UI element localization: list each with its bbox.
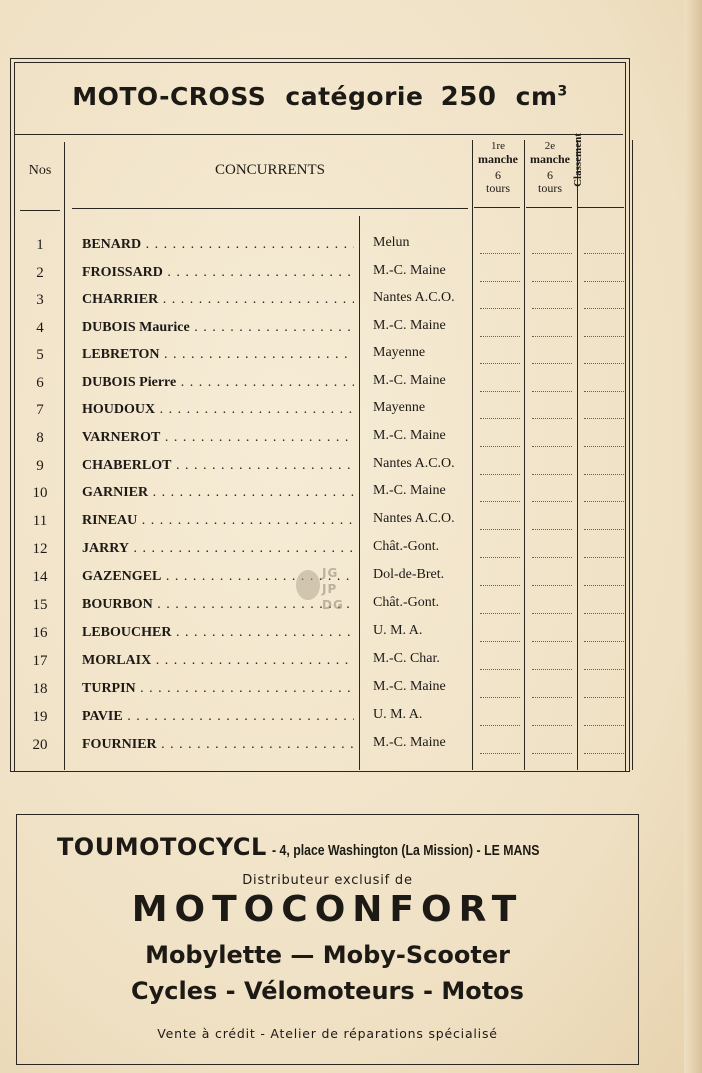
header-concurrents: CONCURRENTS: [214, 162, 326, 178]
ad-products-2: Cycles - Vélomoteurs - Motos: [131, 977, 524, 1005]
manche2-cell: [532, 446, 572, 447]
row-num: 11: [32, 513, 48, 529]
row-name: PAVIE . . .: [82, 709, 354, 725]
stamp-line3: DG: [322, 598, 344, 612]
title-part4: [516, 82, 568, 111]
row-name: BENARD . . .: [82, 237, 354, 253]
title-part2: catégorie: [285, 82, 424, 111]
row-club: M.-C. Maine: [373, 428, 446, 443]
table-row: [0, 316, 640, 342]
stamp-line1: JG: [322, 566, 339, 580]
classement-cell: [584, 753, 624, 754]
row-num: 1: [36, 237, 44, 253]
advertisement-box: [16, 814, 639, 1065]
stamp-face-icon: [296, 570, 320, 600]
manche2-cell: [532, 585, 572, 586]
classement-cell: [584, 336, 624, 337]
classement-cell: [584, 613, 624, 614]
manche2-cell: [532, 669, 572, 670]
manche2-cell: [532, 253, 572, 254]
row-club: U. M. A.: [373, 707, 423, 722]
table-row: [0, 733, 640, 759]
ad-address: - 4, place Washington (La Mission) - LE MANS: [271, 842, 540, 859]
manche1-cell: [480, 753, 520, 754]
row-num: 17: [32, 653, 48, 669]
manche2-cell: [532, 363, 572, 364]
row-num: 15: [32, 597, 48, 613]
manche2-cell: [532, 725, 572, 726]
manche1-cell: [480, 557, 520, 558]
row-num: 9: [36, 458, 44, 474]
table-row: [0, 288, 640, 314]
manche1-cell: [480, 501, 520, 502]
manche1-cell: [480, 308, 520, 309]
header-manche1: [474, 140, 522, 195]
row-num: 2: [36, 265, 44, 281]
classement-cell: [584, 253, 624, 254]
manche2-underline: [526, 207, 572, 208]
row-name: TURPIN . . .: [82, 681, 354, 697]
classement-cell: [584, 725, 624, 726]
row-num: 12: [32, 541, 48, 557]
row-num: 10: [32, 485, 48, 501]
ad-distributor: Distributeur exclusif de: [242, 873, 413, 888]
row-num: 19: [32, 709, 48, 725]
row-club: M.-C. Char.: [373, 651, 440, 666]
nos-underline: [20, 210, 60, 211]
manche2-cell: [532, 697, 572, 698]
classement-cell: [584, 529, 624, 530]
manche1-cell: [480, 474, 520, 475]
manche1-label: manche: [478, 152, 518, 166]
row-name: VARNEROT . . .: [82, 430, 354, 446]
header-top-rule: [15, 134, 623, 135]
classement-cell: [584, 501, 624, 502]
table-row: [0, 371, 640, 397]
table-row: [0, 677, 640, 703]
row-club: M.-C. Maine: [373, 735, 446, 750]
row-name: JARRY . . .: [82, 541, 354, 557]
row-club: Nantes A.C.O.: [373, 456, 455, 471]
manche2-unit: tours: [538, 181, 562, 195]
manche1-cell: [480, 529, 520, 530]
manche1-cell: [480, 725, 520, 726]
row-club: Dol-de-Bret.: [373, 567, 445, 582]
manche1-unit: tours: [486, 181, 510, 195]
ad-main-brand: MOTOCONFORT: [131, 889, 524, 930]
table-row: [0, 509, 640, 535]
row-name: DUBOIS Maurice . . .: [82, 320, 354, 336]
row-name: DUBOIS Pierre . . .: [82, 375, 354, 391]
manche1-cell: [480, 418, 520, 419]
row-name: FOURNIER . . .: [82, 737, 354, 753]
page-edge: [684, 0, 702, 1073]
header-manche2: [526, 140, 574, 195]
manche1-cell: [480, 669, 520, 670]
row-name: LEBRETON . . .: [82, 347, 354, 363]
row-num: 3: [36, 292, 44, 308]
manche2-cell: [532, 753, 572, 754]
classement-cell: [584, 446, 624, 447]
table-row: [0, 454, 640, 480]
row-num: 4: [36, 320, 44, 336]
classement-cell: [584, 585, 624, 586]
page-title: [0, 82, 640, 112]
row-name: GAZENGEL . . .: [82, 569, 354, 585]
table-row: [0, 398, 640, 424]
manche1-count: 6: [495, 168, 501, 182]
row-name: GARNIER . . .: [82, 485, 354, 501]
table-row: [0, 537, 640, 563]
manche2-cell: [532, 641, 572, 642]
title-part3: 250: [440, 82, 497, 112]
classement-cell: [584, 557, 624, 558]
classement-cell: [584, 474, 624, 475]
row-club: M.-C. Maine: [373, 483, 446, 498]
table-row: [0, 426, 640, 452]
manche1-underline: [474, 207, 520, 208]
row-club: Chât.-Gont.: [373, 595, 440, 610]
classement-cell: [584, 641, 624, 642]
header-nos: Nos: [28, 163, 52, 178]
manche1-cell: [480, 281, 520, 282]
ad-brand: TOUMOTOCYCL: [56, 833, 267, 861]
ad-footer: Vente à crédit - Atelier de réparations spécialisé: [157, 1026, 498, 1041]
manche2-cell: [532, 391, 572, 392]
row-num: 18: [32, 681, 48, 697]
manche1-cell: [480, 446, 520, 447]
row-name: RINEAU . . .: [82, 513, 354, 529]
manche2-cell: [532, 557, 572, 558]
collector-stamp: [296, 566, 360, 620]
table-row: [0, 233, 640, 259]
manche1-cell: [480, 613, 520, 614]
row-club: Mayenne: [373, 345, 426, 360]
row-club: Nantes A.C.O.: [373, 290, 455, 305]
row-club: M.-C. Maine: [373, 679, 446, 694]
manche2-cell: [532, 474, 572, 475]
classement-cell: [584, 697, 624, 698]
row-num: 14: [32, 569, 48, 585]
row-name: BOURBON . . .: [82, 597, 354, 613]
row-club: M.-C. Maine: [373, 318, 446, 333]
manche1-num: 1re: [490, 140, 506, 152]
row-num: 16: [32, 625, 48, 641]
classement-cell: [584, 308, 624, 309]
classement-cell: [584, 281, 624, 282]
manche2-cell: [532, 418, 572, 419]
manche1-cell: [480, 363, 520, 364]
title-unit-exponent: 3: [557, 83, 568, 100]
row-name: CHARRIER . . .: [82, 292, 354, 308]
table-row: [0, 621, 640, 647]
manche2-cell: [532, 501, 572, 502]
manche1-cell: [480, 697, 520, 698]
manche2-count: 6: [547, 168, 553, 182]
row-club: Melun: [373, 235, 410, 250]
row-club: Nantes A.C.O.: [373, 511, 455, 526]
table-row: [0, 261, 640, 287]
manche1-cell: [480, 641, 520, 642]
classement-cell: [584, 669, 624, 670]
concurrents-underline: [72, 208, 468, 209]
ad-header: [17, 833, 638, 861]
title-unit: cm: [515, 82, 558, 111]
row-num: 5: [36, 347, 44, 363]
classement-cell: [584, 363, 624, 364]
row-club: Chât.-Gont.: [373, 539, 440, 554]
row-name: CHABERLOT . . .: [82, 458, 354, 474]
row-club: M.-C. Maine: [373, 263, 446, 278]
row-num: 8: [36, 430, 44, 446]
manche1-cell: [480, 336, 520, 337]
manche2-cell: [532, 281, 572, 282]
manche2-label: manche: [530, 152, 570, 166]
row-club: M.-C. Maine: [373, 373, 446, 388]
manche2-cell: [532, 529, 572, 530]
row-num: 7: [36, 402, 44, 418]
ad-products-1: Mobylette — Moby-Scooter: [145, 941, 510, 969]
manche1-cell: [480, 253, 520, 254]
row-name: MORLAIX . . .: [82, 653, 354, 669]
header-classement: Classement: [572, 133, 584, 187]
manche2-num: 2e: [544, 140, 556, 152]
manche2-cell: [532, 336, 572, 337]
manche2-cell: [532, 308, 572, 309]
manche1-cell: [480, 391, 520, 392]
table-row: [0, 481, 640, 507]
row-num: 6: [36, 375, 44, 391]
table-row: [0, 343, 640, 369]
row-name: FROISSARD . . .: [82, 265, 354, 281]
table-row: [0, 705, 640, 731]
row-name: LEBOUCHER . . .: [82, 625, 354, 641]
row-club: Mayenne: [373, 400, 426, 415]
row-club: U. M. A.: [373, 623, 423, 638]
row-name: HOUDOUX . . .: [82, 402, 354, 418]
classement-cell: [584, 418, 624, 419]
manche1-cell: [480, 585, 520, 586]
row-num: 20: [32, 737, 48, 753]
classement-cell: [584, 391, 624, 392]
title-part1: MOTO-CROSS: [72, 82, 267, 111]
manche2-cell: [532, 613, 572, 614]
stamp-line2: JP: [322, 582, 338, 596]
classement-underline: [578, 207, 624, 208]
table-row: [0, 649, 640, 675]
